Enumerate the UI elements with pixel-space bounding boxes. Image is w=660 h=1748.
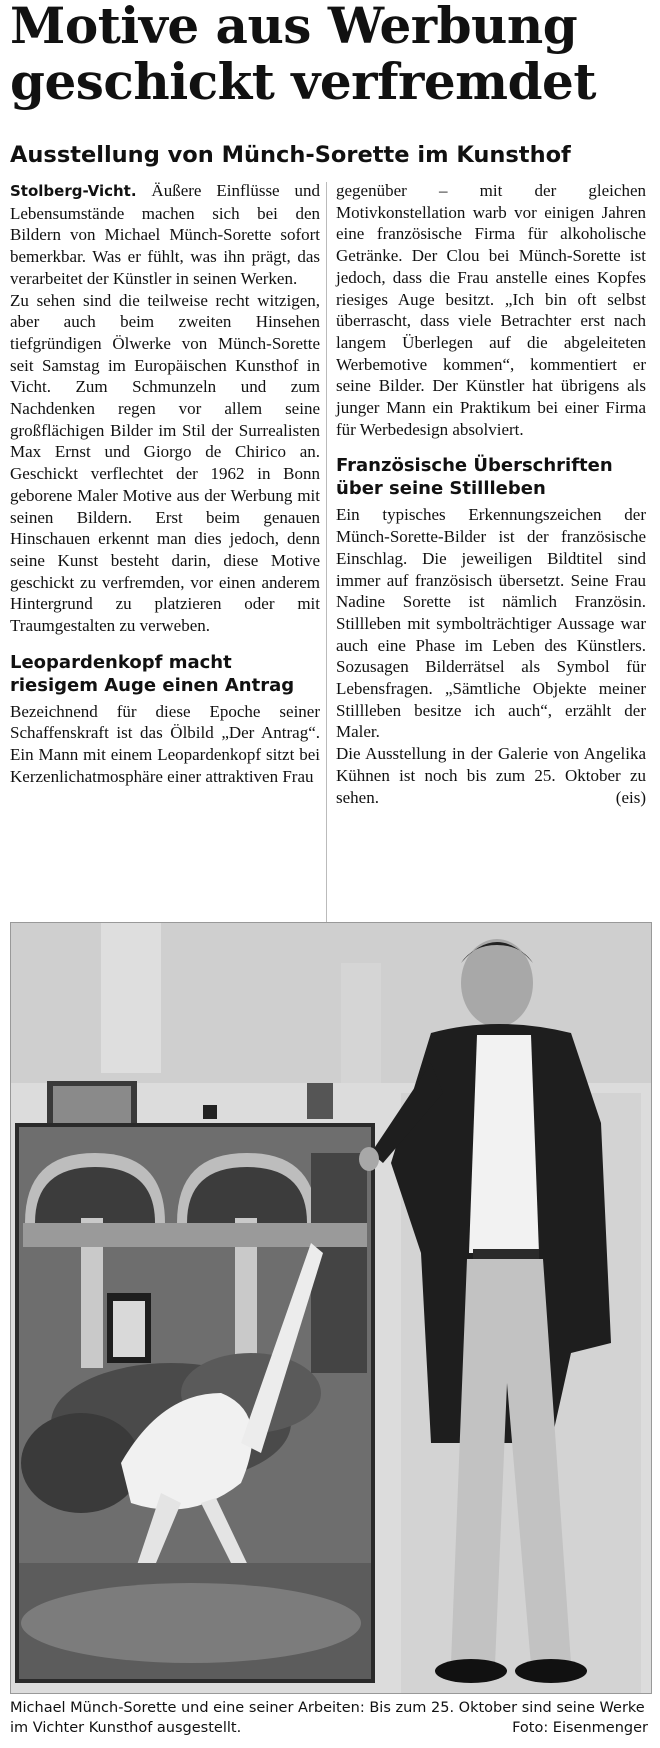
caption-text: Michael Münch-Sorette und eine seiner Arbeiten: Bis zum 25. Oktober sind seine Werke im Vichter Kunsthof ausgestellt. xyxy=(10,1700,645,1736)
paragraph-3: Bezeichnend für diese Epoche seiner Schaffenskraft ist das Ölbild „Der Antrag“. Ein Mann mit einem Leopardenkopf sitzt bei Kerzenlichatmosphäre einer attraktiven Frau xyxy=(10,701,320,786)
dateline: Stolberg-Vicht. xyxy=(10,182,137,200)
paragraph-1 xyxy=(10,180,320,290)
paragraph-1-text: Äußere Einflüsse und Lebensumstände machen sich bei den Bildern von Michael Münch-Sorette sofort bemerkbar. Was er fühlt, was ihn prägt, das verarbeitet der Künstler in seinen Werken. xyxy=(10,181,320,288)
photo-credit: Foto: Eisenmenger xyxy=(512,1720,648,1736)
photo-illustration xyxy=(11,923,651,1693)
headline: Motive aus Werbung geschickt verfremdet xyxy=(10,0,596,111)
painting-illustration xyxy=(15,1123,375,1683)
column-rule xyxy=(326,182,327,922)
paragraph-3-continued: gegenüber – mit der gleichen Motivkonstellation warb vor einigen Jahren eine französische Firma für alkoholische Getränke. Der Clou bei Münch-Sorette ist jedoch, dass die Frau anstelle eines Kopfes riesiges Auge besitzt. „Ich bin oft selbst überrascht, dass viele Betrachter erst nach langem Überlegen auf die abgeleiteten Werbemotive kommen“, kommentiert er seine Bilder. Der Künstler hat übrigens als junger Mann ein Praktikum bei einer Firma für Werbedesign absolviert. xyxy=(336,181,646,439)
article-photo xyxy=(10,922,652,1694)
author-initials: (eis) xyxy=(615,787,646,807)
paragraph-5 xyxy=(336,743,646,808)
article-column-left xyxy=(10,180,320,788)
crosshead-french-titles: Französische Überschriften über seine Stillleben xyxy=(336,455,613,500)
paragraph-5-text: Die Ausstellung in der Galerie von Angelika Kühnen ist noch bis zum 25. Oktober zu sehen. xyxy=(336,744,646,807)
paragraph-4: Ein typisches Erkennungszeichen der Münch-Sorette-Bilder ist der französische Einschlag. Die jeweiligen Bildtitel sind immer auf französisch übersetzt. Seine Frau Nadine Sorette ist nämlich Französin. Stillleben mit symbolträchtiger Aussage war auch eine Phase im Leben des Künstlers. Sozusagen Bilderrätsel als Symbol für Lebensfragen. „Sämtliche Objekte meiner Stillleben besitze ich auch“, erzählt der Maler. xyxy=(336,505,646,742)
crosshead-leopard: Leopardenkopf macht riesigem Auge einen Antrag xyxy=(10,651,295,696)
article-column-right xyxy=(336,180,646,808)
subheadline: Ausstellung von Münch-Sorette im Kunsthof xyxy=(10,142,571,168)
paragraph-2: Zu sehen sind die teilweise recht witzigen, aber auch beim zweiten Hinsehen tiefgründigen Ölwerke von Münch-Sorette seit Samstag im Europäischen Kunsthof in Vicht. Zum Schmunzeln und zum Nachdenken regen vor allem seine großflächigen Bilder im Stil der Surrealisten Max Ernst und Giorgo de Chirico an. Geschickt verflechtet der 1962 in Bonn geborene Maler Motive aus der Werbung mit seinen Bildern. Erst beim genauen Hinschauen erkennt man dies jedoch, denn seine Kunst besteht darin, diese Motive geschickt zu verfremden, vor einen anderem Hintergrund zu platzieren oder mit Traumgestalten zu verweben. xyxy=(10,290,320,636)
photo-caption xyxy=(10,1698,650,1738)
